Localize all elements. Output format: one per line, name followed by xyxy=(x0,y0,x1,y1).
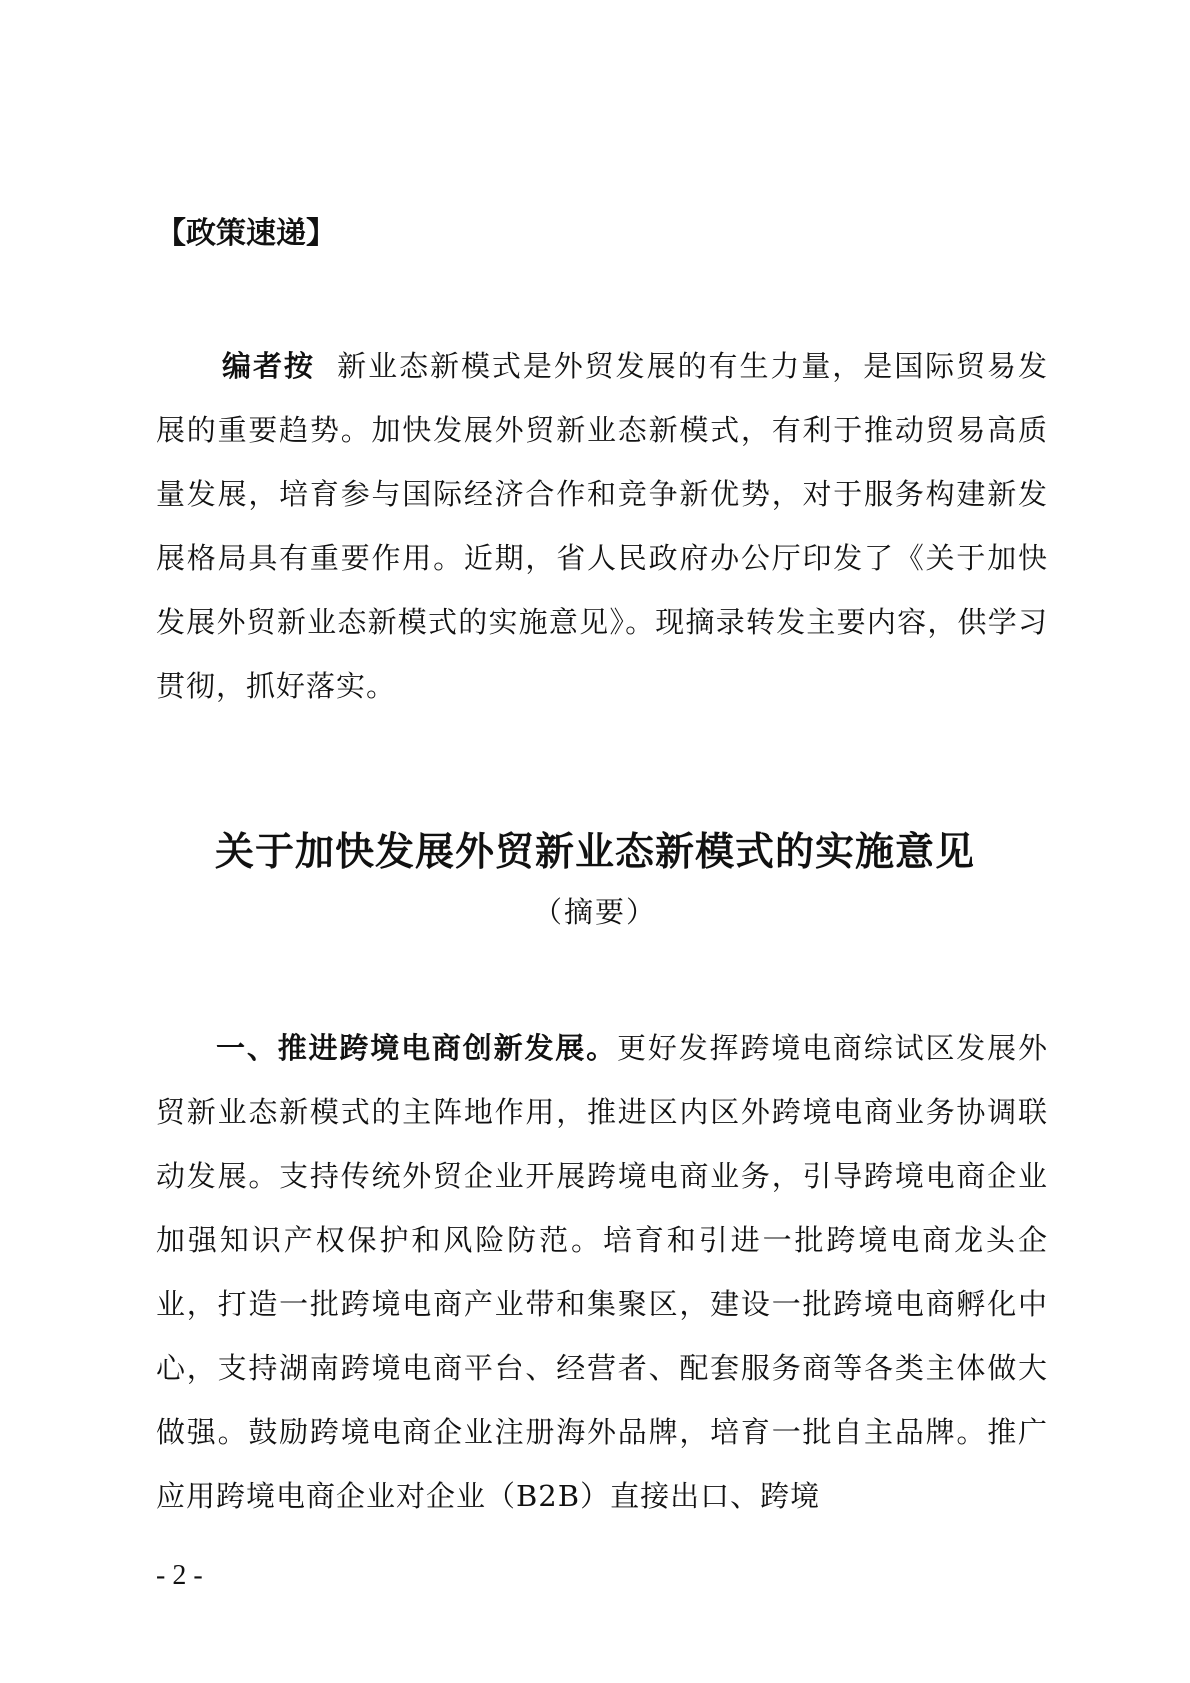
document-title: 关于加快发展外贸新业态新模式的实施意见 xyxy=(214,829,975,875)
editor-note-text: 新业态新模式是外贸发展的有生力量，是国际贸易发展的重要趋势。加快发展外贸新业态新模式，有利于推动贸易高质量发展，培育参与国际经济合作和竞争新优势，对于服务构建新发展格局具有重要作用。近期，省人民政府办公厅印发了《关于加快发展外贸新业态新模式的实施意见》。现摘录转发主要内容，供学习贯彻，抓好落实。 xyxy=(156,349,1048,703)
editor-note xyxy=(156,334,1048,718)
document-subtitle: （摘要） xyxy=(532,895,657,929)
section-heading: 一、推进跨境电商创新发展。 xyxy=(216,1031,617,1065)
section-tag: 【政策速递】 xyxy=(156,216,336,251)
editor-note-label: 编者按 xyxy=(222,349,315,383)
section-paragraph xyxy=(156,1016,1048,1528)
section-text: 更好发挥跨境电商综试区发展外贸新业态新模式的主阵地作用，推进区内区外跨境电商业务协调联动发展。支持传统外贸企业开展跨境电商业务，引导跨境电商企业加强知识产权保护和风险防范。培育和引进一批跨境电商龙头企业，打造一批跨境电商产业带和集聚区，建设一批跨境电商孵化中心，支持湖南跨境电商平台、经营者、配套服务商等各类主体做大做强。鼓励跨境电商企业注册海外品牌，培育一批自主品牌。推广应用跨境电商企业对企业（B2B）直接出口、跨境 xyxy=(156,1031,1048,1513)
page-number: - 2 - xyxy=(156,1560,203,1591)
